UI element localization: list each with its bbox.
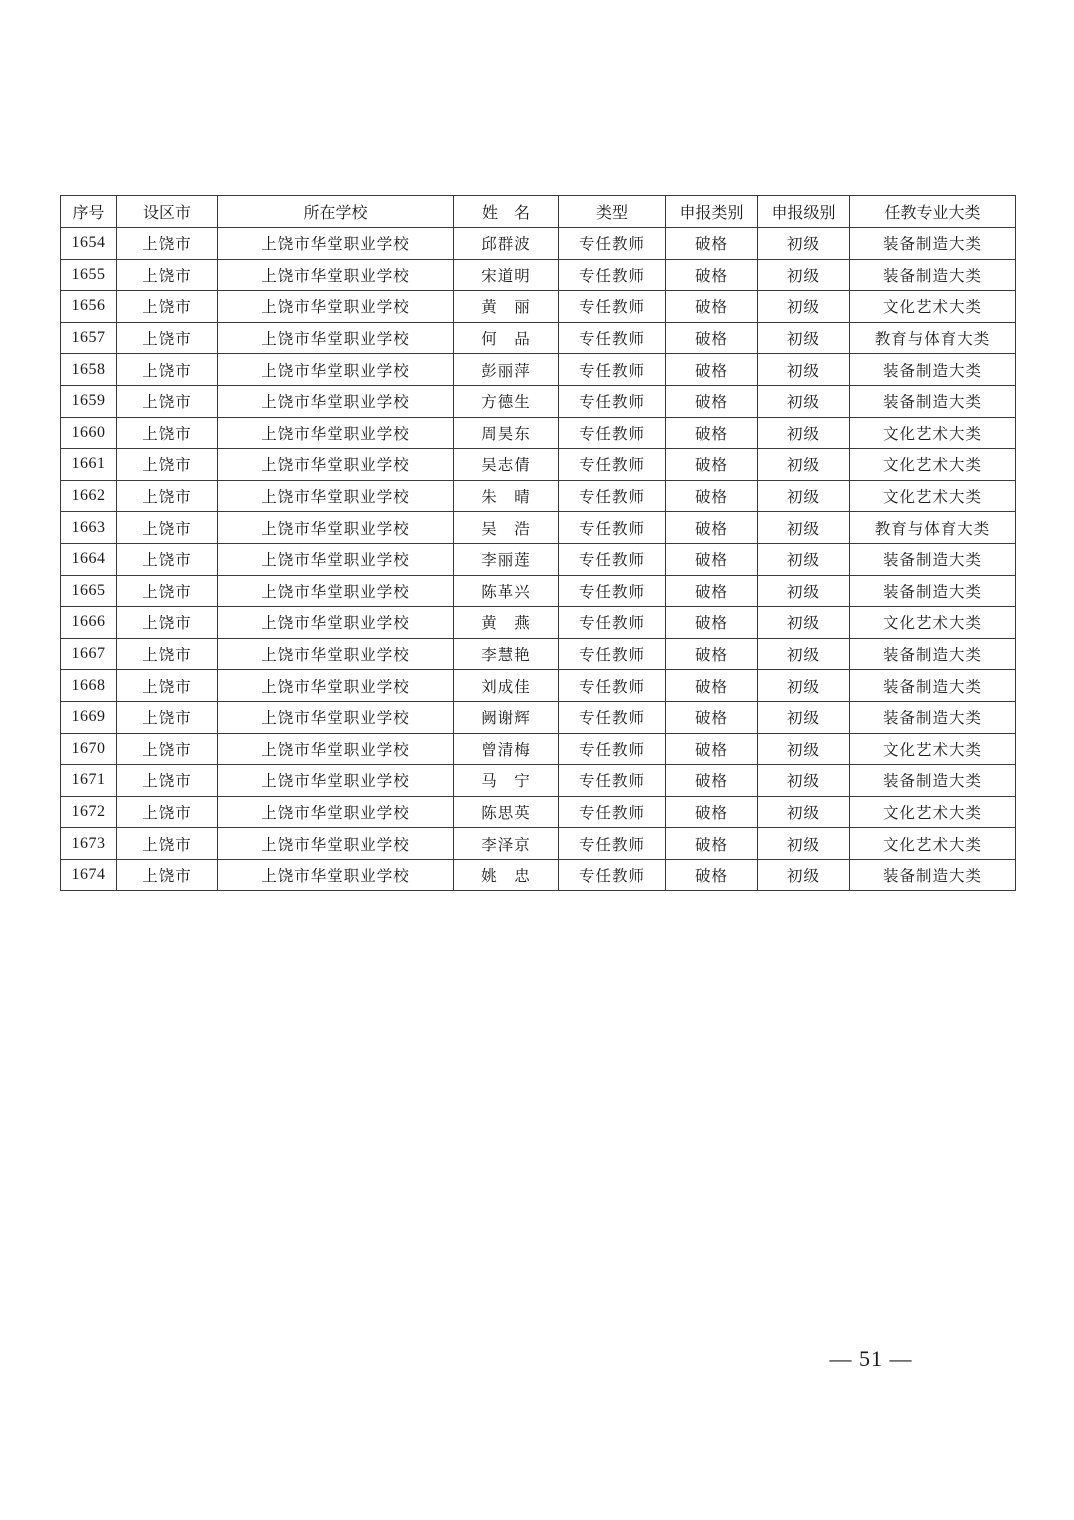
cell-name: 李泽京	[454, 828, 559, 860]
cell-application-category: 破格	[666, 607, 758, 639]
cell-city: 上饶市	[117, 765, 218, 797]
cell-serial: 1657	[61, 322, 117, 354]
cell-type: 专任教师	[559, 575, 666, 607]
cell-type: 专任教师	[559, 291, 666, 323]
table-row	[61, 259, 1016, 291]
header-school: 所在学校	[218, 196, 454, 228]
table-row	[61, 449, 1016, 481]
cell-school: 上饶市华堂职业学校	[218, 449, 454, 481]
cell-application-category: 破格	[666, 765, 758, 797]
cell-school: 上饶市华堂职业学校	[218, 638, 454, 670]
cell-application-level: 初级	[758, 417, 850, 449]
cell-application-level: 初级	[758, 449, 850, 481]
cell-city: 上饶市	[117, 859, 218, 891]
cell-type: 专任教师	[559, 859, 666, 891]
cell-application-category: 破格	[666, 575, 758, 607]
cell-school: 上饶市华堂职业学校	[218, 765, 454, 797]
cell-serial: 1663	[61, 512, 117, 544]
header-major-category: 任教专业大类	[850, 196, 1016, 228]
cell-major-category: 文化艺术大类	[850, 449, 1016, 481]
cell-major-category: 文化艺术大类	[850, 733, 1016, 765]
header-name: 姓 名	[454, 196, 559, 228]
cell-name: 曾清梅	[454, 733, 559, 765]
cell-city: 上饶市	[117, 638, 218, 670]
cell-application-category: 破格	[666, 291, 758, 323]
cell-type: 专任教师	[559, 543, 666, 575]
cell-city: 上饶市	[117, 385, 218, 417]
cell-major-category: 装备制造大类	[850, 638, 1016, 670]
cell-application-category: 破格	[666, 670, 758, 702]
cell-serial: 1654	[61, 228, 117, 260]
table-row	[61, 354, 1016, 386]
teacher-roster-table	[60, 195, 1016, 891]
cell-serial: 1662	[61, 480, 117, 512]
cell-application-category: 破格	[666, 828, 758, 860]
cell-major-category: 文化艺术大类	[850, 796, 1016, 828]
cell-school: 上饶市华堂职业学校	[218, 291, 454, 323]
cell-school: 上饶市华堂职业学校	[218, 259, 454, 291]
cell-name: 马 宁	[454, 765, 559, 797]
table-row	[61, 512, 1016, 544]
cell-application-level: 初级	[758, 480, 850, 512]
cell-name: 何 品	[454, 322, 559, 354]
cell-school: 上饶市华堂职业学校	[218, 228, 454, 260]
cell-type: 专任教师	[559, 765, 666, 797]
cell-application-category: 破格	[666, 638, 758, 670]
cell-school: 上饶市华堂职业学校	[218, 607, 454, 639]
cell-type: 专任教师	[559, 480, 666, 512]
cell-school: 上饶市华堂职业学校	[218, 417, 454, 449]
cell-serial: 1661	[61, 449, 117, 481]
cell-city: 上饶市	[117, 291, 218, 323]
cell-serial: 1666	[61, 607, 117, 639]
table-row	[61, 701, 1016, 733]
cell-city: 上饶市	[117, 607, 218, 639]
cell-major-category: 装备制造大类	[850, 543, 1016, 575]
cell-major-category: 文化艺术大类	[850, 291, 1016, 323]
cell-application-category: 破格	[666, 543, 758, 575]
cell-type: 专任教师	[559, 670, 666, 702]
cell-name: 陈革兴	[454, 575, 559, 607]
cell-type: 专任教师	[559, 828, 666, 860]
header-type: 类型	[559, 196, 666, 228]
cell-school: 上饶市华堂职业学校	[218, 670, 454, 702]
cell-name: 邱群波	[454, 228, 559, 260]
cell-school: 上饶市华堂职业学校	[218, 575, 454, 607]
cell-type: 专任教师	[559, 796, 666, 828]
cell-serial: 1672	[61, 796, 117, 828]
cell-application-category: 破格	[666, 385, 758, 417]
cell-application-category: 破格	[666, 512, 758, 544]
cell-serial: 1664	[61, 543, 117, 575]
cell-serial: 1674	[61, 859, 117, 891]
cell-application-category: 破格	[666, 322, 758, 354]
cell-school: 上饶市华堂职业学校	[218, 322, 454, 354]
cell-name: 姚 忠	[454, 859, 559, 891]
cell-type: 专任教师	[559, 733, 666, 765]
cell-type: 专任教师	[559, 449, 666, 481]
cell-major-category: 装备制造大类	[850, 765, 1016, 797]
cell-name: 李丽莲	[454, 543, 559, 575]
cell-school: 上饶市华堂职业学校	[218, 512, 454, 544]
table-row	[61, 859, 1016, 891]
cell-type: 专任教师	[559, 354, 666, 386]
cell-school: 上饶市华堂职业学校	[218, 354, 454, 386]
table-row	[61, 638, 1016, 670]
cell-major-category: 文化艺术大类	[850, 828, 1016, 860]
cell-application-level: 初级	[758, 575, 850, 607]
cell-application-level: 初级	[758, 512, 850, 544]
cell-city: 上饶市	[117, 670, 218, 702]
table-row	[61, 828, 1016, 860]
table-row	[61, 417, 1016, 449]
table-row	[61, 670, 1016, 702]
cell-major-category: 装备制造大类	[850, 575, 1016, 607]
header-application-category: 申报类别	[666, 196, 758, 228]
table-row	[61, 228, 1016, 260]
cell-name: 吴志倩	[454, 449, 559, 481]
cell-major-category: 装备制造大类	[850, 228, 1016, 260]
cell-school: 上饶市华堂职业学校	[218, 859, 454, 891]
cell-city: 上饶市	[117, 259, 218, 291]
cell-major-category: 装备制造大类	[850, 354, 1016, 386]
cell-city: 上饶市	[117, 228, 218, 260]
cell-application-level: 初级	[758, 228, 850, 260]
cell-serial: 1671	[61, 765, 117, 797]
table-row	[61, 733, 1016, 765]
cell-application-level: 初级	[758, 291, 850, 323]
cell-city: 上饶市	[117, 701, 218, 733]
cell-name: 阙谢辉	[454, 701, 559, 733]
cell-type: 专任教师	[559, 385, 666, 417]
table-row	[61, 607, 1016, 639]
cell-major-category: 教育与体育大类	[850, 322, 1016, 354]
cell-application-level: 初级	[758, 322, 850, 354]
cell-name: 周昊东	[454, 417, 559, 449]
cell-major-category: 装备制造大类	[850, 701, 1016, 733]
cell-major-category: 装备制造大类	[850, 259, 1016, 291]
table-row	[61, 575, 1016, 607]
cell-major-category: 教育与体育大类	[850, 512, 1016, 544]
cell-city: 上饶市	[117, 543, 218, 575]
cell-application-category: 破格	[666, 796, 758, 828]
table-row	[61, 543, 1016, 575]
header-serial: 序号	[61, 196, 117, 228]
header-city: 设区市	[117, 196, 218, 228]
cell-city: 上饶市	[117, 322, 218, 354]
cell-serial: 1667	[61, 638, 117, 670]
table-row	[61, 385, 1016, 417]
cell-city: 上饶市	[117, 733, 218, 765]
cell-application-category: 破格	[666, 859, 758, 891]
cell-city: 上饶市	[117, 512, 218, 544]
cell-name: 朱 晴	[454, 480, 559, 512]
cell-application-level: 初级	[758, 796, 850, 828]
table-row	[61, 765, 1016, 797]
cell-school: 上饶市华堂职业学校	[218, 480, 454, 512]
cell-school: 上饶市华堂职业学校	[218, 733, 454, 765]
table-row	[61, 480, 1016, 512]
cell-application-level: 初级	[758, 859, 850, 891]
cell-serial: 1668	[61, 670, 117, 702]
cell-application-category: 破格	[666, 733, 758, 765]
cell-type: 专任教师	[559, 228, 666, 260]
table-row	[61, 796, 1016, 828]
cell-application-level: 初级	[758, 354, 850, 386]
cell-serial: 1660	[61, 417, 117, 449]
cell-application-category: 破格	[666, 480, 758, 512]
cell-name: 陈思英	[454, 796, 559, 828]
cell-serial: 1670	[61, 733, 117, 765]
cell-application-level: 初级	[758, 385, 850, 417]
cell-city: 上饶市	[117, 796, 218, 828]
page-number: — 51 —	[829, 1346, 913, 1371]
cell-name: 彭丽萍	[454, 354, 559, 386]
cell-application-level: 初级	[758, 543, 850, 575]
cell-application-category: 破格	[666, 228, 758, 260]
table-row	[61, 322, 1016, 354]
cell-school: 上饶市华堂职业学校	[218, 701, 454, 733]
cell-major-category: 文化艺术大类	[850, 480, 1016, 512]
cell-school: 上饶市华堂职业学校	[218, 828, 454, 860]
table-body	[61, 228, 1016, 891]
cell-school: 上饶市华堂职业学校	[218, 543, 454, 575]
cell-name: 李慧艳	[454, 638, 559, 670]
cell-serial: 1659	[61, 385, 117, 417]
cell-application-level: 初级	[758, 670, 850, 702]
cell-type: 专任教师	[559, 512, 666, 544]
cell-city: 上饶市	[117, 575, 218, 607]
cell-type: 专任教师	[559, 259, 666, 291]
cell-application-category: 破格	[666, 449, 758, 481]
cell-serial: 1658	[61, 354, 117, 386]
cell-application-level: 初级	[758, 733, 850, 765]
cell-serial: 1665	[61, 575, 117, 607]
cell-name: 黄 燕	[454, 607, 559, 639]
cell-type: 专任教师	[559, 322, 666, 354]
cell-serial: 1655	[61, 259, 117, 291]
cell-major-category: 装备制造大类	[850, 670, 1016, 702]
cell-name: 吴 浩	[454, 512, 559, 544]
cell-city: 上饶市	[117, 480, 218, 512]
cell-type: 专任教师	[559, 638, 666, 670]
cell-type: 专任教师	[559, 417, 666, 449]
cell-application-category: 破格	[666, 354, 758, 386]
cell-major-category: 文化艺术大类	[850, 607, 1016, 639]
cell-name: 刘成佳	[454, 670, 559, 702]
header-application-level: 申报级别	[758, 196, 850, 228]
cell-serial: 1673	[61, 828, 117, 860]
cell-application-level: 初级	[758, 259, 850, 291]
cell-type: 专任教师	[559, 607, 666, 639]
cell-city: 上饶市	[117, 417, 218, 449]
cell-application-level: 初级	[758, 607, 850, 639]
cell-application-category: 破格	[666, 259, 758, 291]
cell-serial: 1669	[61, 701, 117, 733]
cell-name: 宋道明	[454, 259, 559, 291]
cell-major-category: 文化艺术大类	[850, 417, 1016, 449]
cell-city: 上饶市	[117, 828, 218, 860]
cell-application-level: 初级	[758, 765, 850, 797]
cell-school: 上饶市华堂职业学校	[218, 385, 454, 417]
cell-application-level: 初级	[758, 828, 850, 860]
cell-name: 方德生	[454, 385, 559, 417]
table-header-row	[61, 196, 1016, 228]
cell-city: 上饶市	[117, 354, 218, 386]
cell-city: 上饶市	[117, 449, 218, 481]
cell-application-level: 初级	[758, 638, 850, 670]
cell-name: 黄 丽	[454, 291, 559, 323]
cell-serial: 1656	[61, 291, 117, 323]
cell-application-category: 破格	[666, 701, 758, 733]
cell-major-category: 装备制造大类	[850, 859, 1016, 891]
cell-major-category: 装备制造大类	[850, 385, 1016, 417]
cell-application-level: 初级	[758, 701, 850, 733]
cell-application-category: 破格	[666, 417, 758, 449]
cell-type: 专任教师	[559, 701, 666, 733]
table-row	[61, 291, 1016, 323]
cell-school: 上饶市华堂职业学校	[218, 796, 454, 828]
